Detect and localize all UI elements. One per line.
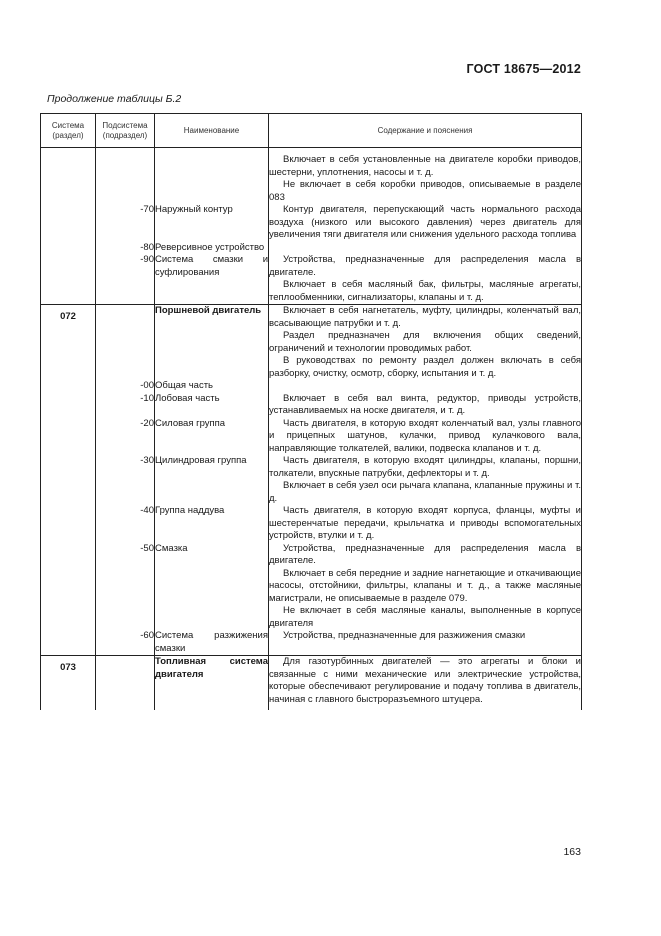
content-cell bbox=[269, 455, 582, 505]
system-cell bbox=[41, 418, 96, 456]
subsystem-cell bbox=[96, 393, 155, 418]
content-cell bbox=[269, 380, 582, 393]
content-cell bbox=[269, 543, 582, 631]
subsystem-cell bbox=[96, 418, 155, 456]
table-row bbox=[41, 380, 582, 393]
table-row bbox=[41, 393, 582, 418]
system-cell bbox=[41, 630, 96, 656]
system-cell: 073 bbox=[41, 656, 96, 707]
content-paragraph: Устройства, предназначенные для распределения масла в двигателе. bbox=[269, 254, 581, 278]
content-cell bbox=[269, 393, 582, 418]
subsystem-code: -60 bbox=[140, 630, 154, 641]
table-caption: Продолжение таблицы Б.2 bbox=[47, 93, 182, 105]
name-cell: Реверсивное устройство bbox=[155, 242, 269, 255]
content-cell bbox=[269, 204, 582, 242]
table-row bbox=[41, 505, 582, 543]
name-cell: Группа наддува bbox=[155, 505, 269, 543]
table-row bbox=[41, 254, 582, 305]
content-paragraph: Устройства, предназначенные для распределения масла в двигателе. bbox=[269, 542, 581, 566]
table-row bbox=[41, 154, 582, 204]
name-cell: Силовая группа bbox=[155, 418, 269, 456]
content-cell bbox=[269, 656, 582, 707]
content-paragraph: Включает в себя нагнетатель, муфту, цилиндры, коленчатый вал, всасывающие патрубки и т. д. bbox=[269, 305, 581, 329]
subsystem-code: -80 bbox=[140, 241, 154, 253]
content-paragraph: Часть двигателя, в которую входят корпуса, фланцы, муфты и шестеренчатые передачи, крыльчатка и приводы вспомогательных устройств, втулки и т. д. bbox=[269, 505, 581, 541]
subsystem-code: -20 bbox=[140, 417, 154, 429]
content-paragraph: Не включает в себя масляные каналы, выполненные в корпусе двигателя bbox=[269, 605, 581, 629]
system-cell bbox=[41, 543, 96, 631]
content-paragraph: Устройства, предназначенные для разжижения смазки bbox=[283, 630, 526, 641]
subsystem-cell bbox=[96, 505, 155, 543]
subsystem-code: -50 bbox=[140, 542, 154, 554]
content-cell bbox=[269, 418, 582, 456]
system-cell bbox=[41, 505, 96, 543]
name-cell: Система смазки и суфлирования bbox=[155, 254, 269, 305]
subsystem-cell bbox=[96, 254, 155, 305]
subsystem-code: -70 bbox=[140, 204, 154, 215]
content-paragraph: Включает в себя установленные на двигателе коробки приводов, шестерни, уплотнения, насосы и т. д. bbox=[269, 154, 581, 178]
classification-table bbox=[40, 113, 582, 710]
name-cell: Лобовая часть bbox=[155, 393, 269, 418]
content-paragraph: Включает в себя вал винта, редуктор, приводы устройств, устанавливаемых на носке двигателя, и т. д. bbox=[269, 392, 581, 416]
content-cell bbox=[269, 305, 582, 381]
system-cell bbox=[41, 393, 96, 418]
system-cell bbox=[41, 254, 96, 305]
system-cell bbox=[41, 204, 96, 242]
content-paragraph: Для газотурбинных двигателей — это агрегаты и блоки и связанные с ними механические или электрические устройства, которые обеспечивают регулирование и подачу топлива в двигатель, начиная с главного быстроразъемного штуцера. bbox=[269, 656, 581, 705]
table-row bbox=[41, 543, 582, 631]
column-header-content: Содержание и пояснения bbox=[269, 114, 582, 148]
content-cell bbox=[269, 154, 582, 204]
system-cell bbox=[41, 380, 96, 393]
name-cell: Наружный контур bbox=[155, 204, 269, 242]
content-cell bbox=[269, 505, 582, 543]
table-row bbox=[41, 418, 582, 456]
table-body bbox=[41, 148, 582, 711]
table-row bbox=[41, 204, 582, 242]
name-cell: Общая часть bbox=[155, 380, 269, 393]
page-number: 163 bbox=[563, 846, 581, 858]
name-cell: Смазка bbox=[155, 543, 269, 631]
table-row bbox=[41, 630, 582, 656]
system-cell bbox=[41, 154, 96, 204]
standard-code: ГОСТ 18675—2012 bbox=[466, 62, 581, 76]
filler-row bbox=[41, 706, 582, 710]
column-header-subsystem: Подсистема (подраздел) bbox=[96, 114, 155, 148]
name-cell bbox=[155, 154, 269, 204]
content-paragraph: Включает в себя масляный бак, фильтры, масляные агрегаты, теплообменники, сигнализаторы, клапаны и т. д. bbox=[269, 279, 581, 303]
content-paragraph: В руководствах по ремонту раздел должен включать в себя разборку, очистку, осмотр, сборку, испытания и т. д. bbox=[269, 355, 581, 379]
name-cell: Цилиндровая группа bbox=[155, 455, 269, 505]
name-cell: Система разжижения смазки bbox=[155, 630, 268, 654]
column-header-name: Наименование bbox=[155, 114, 269, 148]
content-cell bbox=[269, 630, 582, 656]
name-cell: Поршневой двигатель bbox=[155, 305, 269, 381]
content-cell bbox=[269, 242, 582, 255]
system-cell bbox=[41, 242, 96, 255]
subsystem-code: -90 bbox=[140, 254, 154, 265]
subsystem-cell bbox=[96, 543, 155, 631]
subsystem-cell bbox=[96, 455, 155, 505]
subsystem-cell bbox=[96, 242, 155, 255]
content-paragraph: Включает в себя передние и задние нагнетающие и откачивающие насосы, отстойники, фильтры, клапаны и т. д., а также масляные магистрали, не описываемые в разделе 079. bbox=[269, 567, 581, 604]
subsystem-code: -30 bbox=[140, 455, 154, 466]
subsystem-cell bbox=[96, 305, 155, 381]
table-header-row bbox=[41, 114, 582, 148]
filler-cell bbox=[269, 706, 582, 710]
subsystem-code: -00 bbox=[140, 380, 154, 391]
subsystem-cell bbox=[96, 630, 155, 656]
content-paragraph: Контур двигателя, перепускающий часть нормального расхода воздуха (низкого или высокого давления) через двигатель для увеличения тяги двигателя или снижения удельного расхода топлива bbox=[269, 204, 581, 240]
subsystem-cell bbox=[96, 204, 155, 242]
table-row bbox=[41, 455, 582, 505]
subsystem-code: -40 bbox=[140, 505, 154, 516]
content-paragraph: Включает в себя узел оси рычага клапана, клапанные пружины и т. д. bbox=[269, 480, 581, 504]
subsystem-cell bbox=[96, 656, 155, 707]
system-cell: 072 bbox=[41, 305, 96, 381]
filler-cell bbox=[41, 706, 96, 710]
subsystem-code: -10 bbox=[140, 392, 154, 404]
table-row bbox=[41, 305, 582, 381]
name-cell: Топливная система двигателя bbox=[155, 656, 269, 707]
content-cell bbox=[269, 254, 582, 305]
content-paragraph: Раздел предназначен для включения общих сведений, ограничений и технологии проводимых работ. bbox=[269, 330, 581, 354]
table-row bbox=[41, 656, 582, 707]
subsystem-cell bbox=[96, 154, 155, 204]
filler-cell bbox=[155, 706, 269, 710]
content-paragraph: Часть двигателя, в которую входят цилиндры, клапаны, поршни, толкатели, впускные патрубки, дефлекторы и т. д. bbox=[269, 455, 581, 479]
system-cell bbox=[41, 455, 96, 505]
table-row bbox=[41, 242, 582, 255]
subsystem-cell bbox=[96, 380, 155, 393]
column-header-system: Система (раздел) bbox=[41, 114, 96, 148]
filler-cell bbox=[96, 706, 155, 710]
content-paragraph: Не включает в себя коробки приводов, описываемые в разделе 083 bbox=[269, 179, 581, 203]
content-paragraph: Часть двигателя, в которую входят коленчатый вал, узлы главного и прицепных шатунов, кулачки, привод кулачкового вала, направляющие толкателей, валики, подвеска клапанов и т. д. bbox=[269, 417, 581, 454]
